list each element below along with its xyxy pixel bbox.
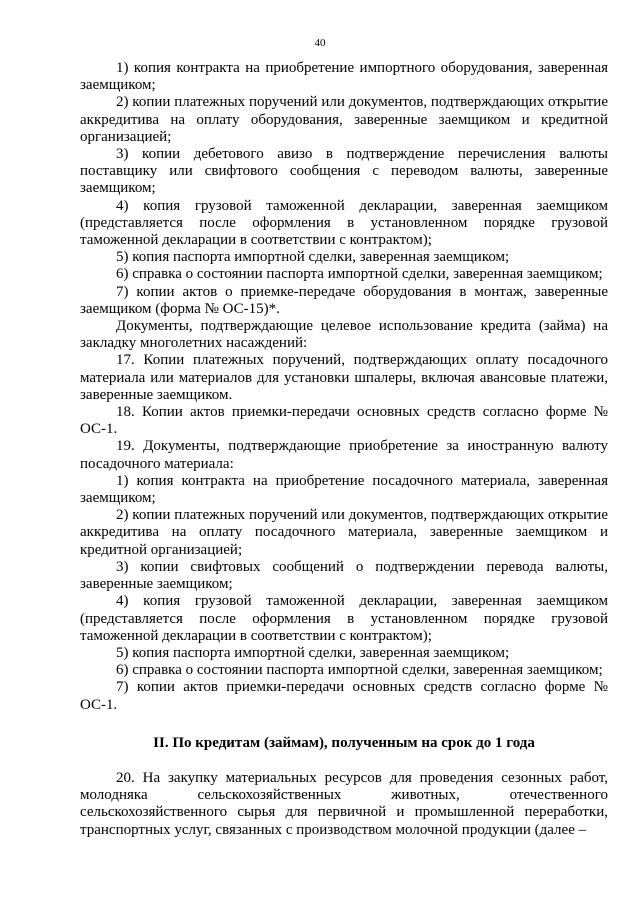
paragraph: 7) копии актов приемки-передачи основных средств согласно форме № ОС-1. bbox=[80, 679, 608, 713]
paragraph: 3) копии дебетового авизо в подтверждение перечисления валюты поставщику или свифтового сообщения с переводом валюты, заверенные заемщиком; bbox=[80, 146, 608, 197]
paragraph: 6) справка о состоянии паспорта импортной сделки, заверенная заемщиком; bbox=[116, 662, 603, 679]
paragraph: 4) копия грузовой таможенной декларации, заверенная заемщиком (представляется после оформления в установленном порядке грузовой таможенной декларации в соответствии с контрактом); bbox=[80, 197, 608, 249]
paragraph: 3) копии свифтовых сообщений о подтверждении перевода валюты, заверенные заемщиком; bbox=[80, 558, 608, 593]
paragraph: 6) справка о состоянии паспорта импортной сделки, заверенная заемщиком; bbox=[116, 266, 603, 283]
paragraph: 2) копии платежных поручений или документов, подтверждающих открытие аккредитива на оплату посадочного материала, заверенные заемщиком и кредитной организацией; bbox=[80, 507, 608, 558]
page-number: 40 bbox=[314, 37, 326, 49]
paragraph: 17. Копии платежных поручений, подтверждающих оплату посадочного материала или материалов для установки шпалеры, включая авансовые платежи, заверенные заемщиком. bbox=[80, 352, 608, 403]
paragraph: 4) копия грузовой таможенной декларации, заверенная заемщиком (представляется после оформления в установленном порядке грузовой таможенной декларации в соответствии с контрактом); bbox=[80, 593, 608, 644]
paragraph: 1) копия контракта на приобретение посадочного материала, заверенная заемщиком; bbox=[80, 472, 608, 507]
paragraph: 19. Документы, подтверждающие приобретение за иностранную валюту посадочного материала: bbox=[80, 438, 608, 472]
paragraph: 1) копия контракта на приобретение импортного оборудования, заверенная заемщиком; bbox=[80, 60, 608, 94]
paragraph: 5) копия паспорта импортной сделки, заверенная заемщиком; bbox=[116, 249, 510, 266]
paragraph: 20. На закупку материальных ресурсов для проведения сезонных работ, молодняка сельскохозяйственных животных, отечественного сельскохозяйственного сырья для первичной и промышленной переработки, транспортных услуг, связанных с производством молочной продукции (далее – bbox=[80, 769, 608, 838]
section-heading: II. По кредитам (займам), полученным на срок до 1 года bbox=[153, 734, 535, 751]
paragraph: 7) копии актов о приемке-передаче оборудования в монтаж, заверенные заемщиком (форма № ОС-15)*. bbox=[80, 283, 608, 317]
paragraph: 5) копия паспорта импортной сделки, заверенная заемщиком; bbox=[116, 644, 510, 661]
paragraph: Документы, подтверждающие целевое использование кредита (займа) на закладку многолетних насаждений: bbox=[80, 318, 608, 352]
paragraph: 2) копии платежных поручений или документов, подтверждающих открытие аккредитива на оплату оборудования, заверенные заемщиком и кредитной организацией; bbox=[80, 94, 608, 145]
document-body bbox=[80, 60, 608, 839]
paragraph: 18. Копии актов приемки-передачи основных средств согласно форме № ОС-1. bbox=[80, 404, 608, 438]
